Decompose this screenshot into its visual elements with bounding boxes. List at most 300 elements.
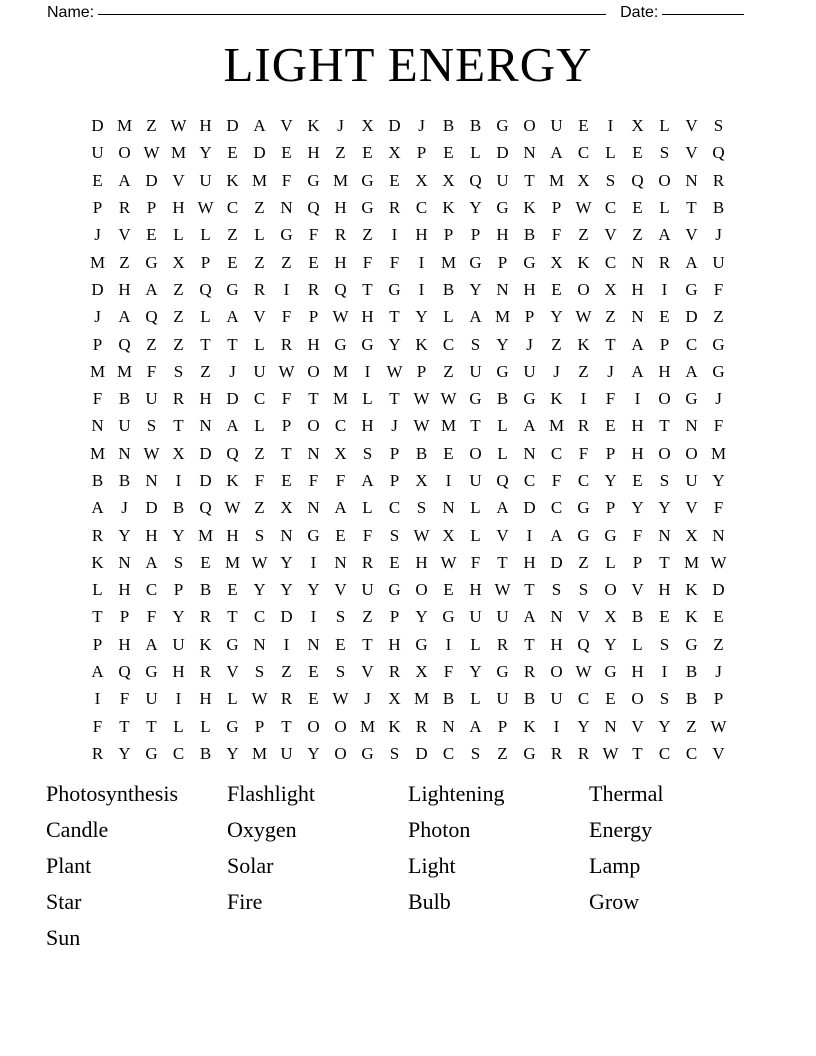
grid-letter[interactable]: H (199, 689, 212, 709)
grid-letter[interactable]: V (334, 580, 347, 600)
grid-letter[interactable]: V (631, 580, 644, 600)
grid-letter[interactable]: W (575, 662, 592, 682)
grid-letter[interactable]: N (685, 416, 698, 436)
grid-letter[interactable]: H (631, 279, 644, 299)
grid-letter[interactable]: V (496, 525, 509, 545)
grid-letter[interactable]: W (332, 689, 349, 709)
grid-letter[interactable]: A (253, 116, 266, 136)
grid-letter[interactable]: F (308, 471, 319, 490)
grid-letter[interactable]: Z (281, 662, 292, 682)
grid-letter[interactable]: P (119, 607, 130, 627)
grid-letter[interactable]: N (658, 525, 671, 545)
grid-letter[interactable]: H (631, 443, 644, 463)
grid-letter[interactable]: U (199, 170, 212, 190)
grid-letter[interactable]: K (415, 334, 428, 354)
grid-letter[interactable]: H (415, 552, 428, 572)
grid-letter[interactable]: H (145, 525, 158, 545)
grid-letter[interactable]: E (146, 225, 157, 245)
grid-letter[interactable]: D (523, 498, 536, 518)
word-list-item[interactable]: Photon (408, 817, 471, 842)
grid-letter[interactable]: F (578, 443, 589, 463)
word-list-item[interactable]: Candle (46, 817, 109, 842)
grid-letter[interactable]: P (200, 252, 211, 272)
grid-letter[interactable]: N (118, 443, 131, 463)
grid-letter[interactable]: D (415, 743, 428, 763)
grid-letter[interactable]: E (92, 170, 103, 190)
grid-letter[interactable]: H (172, 198, 185, 218)
grid-letter[interactable]: A (91, 662, 104, 682)
grid-letter[interactable]: X (172, 443, 185, 463)
grid-letter[interactable]: Z (578, 552, 589, 572)
grid-letter[interactable]: W (413, 389, 430, 409)
grid-letter[interactable]: F (146, 361, 157, 381)
grid-letter[interactable]: N (523, 143, 536, 163)
grid-letter[interactable]: W (440, 552, 457, 572)
grid-letter[interactable]: L (200, 307, 211, 327)
grid-letter[interactable]: Q (118, 334, 131, 354)
grid-letter[interactable]: D (91, 116, 104, 136)
grid-letter[interactable]: P (92, 334, 103, 354)
grid-letter[interactable]: K (685, 607, 698, 627)
grid-letter[interactable]: W (575, 307, 592, 327)
grid-letter[interactable]: F (389, 252, 400, 272)
grid-letter[interactable]: Y (550, 307, 563, 327)
grid-letter[interactable]: E (389, 552, 400, 572)
grid-letter[interactable]: H (226, 525, 239, 545)
grid-letter[interactable]: X (442, 525, 455, 545)
grid-letter[interactable]: Y (280, 552, 293, 572)
grid-letter[interactable]: N (334, 552, 347, 572)
grid-letter[interactable]: A (145, 279, 158, 299)
grid-letter[interactable]: G (577, 498, 590, 518)
grid-letter[interactable]: S (335, 607, 346, 627)
grid-letter[interactable]: U (253, 361, 266, 381)
grid-letter[interactable]: Y (118, 743, 131, 763)
grid-letter[interactable]: Y (469, 198, 482, 218)
grid-letter[interactable]: A (550, 143, 563, 163)
grid-letter[interactable]: P (416, 143, 427, 163)
grid-letter[interactable]: S (389, 525, 400, 545)
grid-letter[interactable]: G (496, 116, 509, 136)
grid-letter[interactable]: N (604, 716, 617, 736)
grid-letter[interactable]: I (661, 279, 668, 299)
grid-letter[interactable]: K (388, 716, 401, 736)
grid-letter[interactable]: O (550, 662, 563, 682)
grid-letter[interactable]: Z (281, 252, 292, 272)
grid-letter[interactable]: K (91, 552, 104, 572)
grid-letter[interactable]: E (227, 252, 238, 272)
grid-letter[interactable]: D (199, 443, 212, 463)
grid-letter[interactable]: L (605, 143, 616, 163)
grid-letter[interactable]: M (116, 116, 133, 136)
grid-letter[interactable]: O (685, 443, 698, 463)
grid-letter[interactable]: J (364, 689, 371, 709)
grid-letter[interactable]: S (470, 334, 481, 354)
grid-letter[interactable]: S (659, 143, 670, 163)
grid-letter[interactable]: Y (280, 580, 293, 600)
grid-letter[interactable]: T (227, 607, 238, 627)
word-list-item[interactable]: Photosynthesis (46, 781, 179, 806)
grid-letter[interactable]: R (361, 552, 374, 572)
grid-letter[interactable]: R (577, 416, 590, 436)
grid-letter[interactable]: G (334, 334, 347, 354)
grid-letter[interactable]: C (388, 498, 401, 518)
word-list-item[interactable]: Grow (589, 889, 640, 914)
grid-letter[interactable]: X (172, 252, 185, 272)
grid-letter[interactable]: V (226, 662, 239, 682)
grid-letter[interactable]: Z (254, 198, 265, 218)
grid-letter[interactable]: X (361, 116, 374, 136)
grid-letter[interactable]: H (118, 634, 131, 654)
grid-letter[interactable]: I (391, 225, 398, 245)
grid-letter[interactable]: G (361, 334, 374, 354)
grid-letter[interactable]: W (278, 361, 295, 381)
grid-letter[interactable]: M (548, 170, 565, 190)
grid-letter[interactable]: R (388, 198, 401, 218)
grid-letter[interactable]: Z (362, 225, 373, 245)
grid-letter[interactable]: Y (658, 716, 671, 736)
grid-letter[interactable]: N (631, 252, 644, 272)
grid-letter[interactable]: W (251, 552, 268, 572)
grid-letter[interactable]: F (713, 498, 724, 518)
grid-letter[interactable]: S (578, 580, 589, 600)
grid-letter[interactable]: F (551, 471, 562, 490)
grid-letter[interactable]: P (308, 307, 319, 327)
grid-letter[interactable]: G (226, 634, 239, 654)
grid-letter[interactable]: C (253, 607, 266, 627)
grid-letter[interactable]: I (445, 471, 452, 490)
grid-letter[interactable]: Y (415, 607, 428, 627)
grid-letter[interactable]: A (685, 252, 698, 272)
grid-letter[interactable]: S (659, 634, 670, 654)
grid-letter[interactable]: H (361, 307, 374, 327)
grid-letter[interactable]: L (659, 116, 670, 136)
grid-letter[interactable]: P (605, 498, 616, 518)
grid-letter[interactable]: U (91, 143, 104, 163)
grid-letter[interactable]: D (199, 471, 212, 490)
grid-letter[interactable]: Z (146, 334, 157, 354)
grid-letter[interactable]: U (145, 389, 158, 409)
grid-letter[interactable]: I (607, 116, 614, 136)
grid-letter[interactable]: E (713, 607, 724, 627)
grid-letter[interactable]: H (361, 416, 374, 436)
grid-letter[interactable]: S (416, 498, 427, 518)
grid-letter[interactable]: G (469, 389, 482, 409)
grid-letter[interactable]: Z (578, 361, 589, 381)
grid-letter[interactable]: N (442, 498, 455, 518)
grid-letter[interactable]: T (632, 743, 643, 763)
grid-letter[interactable]: Z (578, 225, 589, 245)
grid-letter[interactable]: Z (335, 143, 346, 163)
grid-letter[interactable]: N (496, 279, 509, 299)
grid-letter[interactable]: B (415, 443, 428, 463)
grid-letter[interactable]: Q (145, 307, 158, 327)
grid-letter[interactable]: V (577, 607, 590, 627)
grid-letter[interactable]: H (523, 279, 536, 299)
grid-letter[interactable]: F (443, 662, 454, 682)
grid-letter[interactable]: G (712, 361, 725, 381)
grid-letter[interactable]: B (469, 116, 482, 136)
grid-letter[interactable]: W (440, 389, 457, 409)
grid-letter[interactable]: H (550, 634, 563, 654)
grid-letter[interactable]: G (604, 525, 617, 545)
grid-letter[interactable]: C (604, 198, 617, 218)
grid-letter[interactable]: G (442, 607, 455, 627)
grid-letter[interactable]: T (389, 389, 400, 409)
grid-letter[interactable]: O (334, 743, 347, 763)
grid-letter[interactable]: Z (605, 307, 616, 327)
grid-letter[interactable]: Z (119, 252, 130, 272)
grid-letter[interactable]: N (145, 471, 158, 490)
grid-letter[interactable]: Z (362, 607, 373, 627)
grid-letter[interactable]: R (577, 743, 590, 763)
grid-letter[interactable]: G (226, 716, 239, 736)
grid-letter[interactable]: E (605, 416, 616, 436)
grid-letter[interactable]: F (362, 525, 373, 545)
grid-letter[interactable]: E (281, 143, 292, 163)
grid-letter[interactable]: E (335, 525, 346, 545)
grid-letter[interactable]: O (523, 116, 536, 136)
grid-letter[interactable]: O (118, 143, 131, 163)
grid-letter[interactable]: R (91, 743, 104, 763)
grid-letter[interactable]: G (145, 252, 158, 272)
grid-letter[interactable]: C (442, 743, 455, 763)
grid-letter[interactable]: I (445, 634, 452, 654)
grid-letter[interactable]: X (334, 443, 347, 463)
grid-letter[interactable]: M (332, 361, 349, 381)
grid-letter[interactable]: B (496, 389, 509, 409)
grid-letter[interactable]: L (443, 307, 454, 327)
grid-letter[interactable]: C (172, 743, 185, 763)
grid-letter[interactable]: Q (496, 471, 509, 490)
grid-letter[interactable]: B (712, 198, 725, 218)
grid-letter[interactable]: A (145, 634, 158, 654)
grid-letter[interactable]: W (413, 525, 430, 545)
grid-letter[interactable]: B (442, 116, 455, 136)
grid-letter[interactable]: Y (118, 525, 131, 545)
grid-letter[interactable]: Y (307, 743, 320, 763)
grid-letter[interactable]: Z (713, 307, 724, 327)
grid-letter[interactable]: F (632, 525, 643, 545)
grid-letter[interactable]: T (362, 634, 373, 654)
grid-letter[interactable]: Y (172, 525, 185, 545)
word-list-item[interactable]: Flashlight (227, 781, 316, 806)
word-list-item[interactable]: Thermal (589, 781, 664, 806)
grid-letter[interactable]: Y (199, 143, 212, 163)
grid-letter[interactable]: K (577, 334, 590, 354)
grid-letter[interactable]: N (199, 416, 212, 436)
grid-letter[interactable]: L (173, 225, 184, 245)
word-list-item[interactable]: Oxygen (227, 817, 297, 842)
grid-letter[interactable]: D (280, 607, 293, 627)
grid-letter[interactable]: Y (577, 716, 590, 736)
grid-letter[interactable]: Q (226, 443, 239, 463)
grid-letter[interactable]: E (281, 471, 292, 490)
grid-letter[interactable]: X (604, 607, 617, 627)
grid-letter[interactable]: K (523, 716, 536, 736)
grid-letter[interactable]: C (550, 443, 563, 463)
grid-letter[interactable]: T (92, 607, 103, 627)
grid-letter[interactable]: H (631, 662, 644, 682)
grid-letter[interactable]: B (523, 689, 536, 709)
grid-letter[interactable]: N (307, 634, 320, 654)
grid-letter[interactable]: X (280, 498, 293, 518)
grid-letter[interactable]: J (229, 361, 236, 381)
grid-letter[interactable]: D (712, 580, 725, 600)
grid-letter[interactable]: S (713, 116, 724, 136)
grid-letter[interactable]: D (226, 116, 239, 136)
grid-letter[interactable]: P (389, 443, 400, 463)
grid-letter[interactable]: N (280, 525, 293, 545)
grid-letter[interactable]: M (332, 170, 349, 190)
grid-letter[interactable]: V (685, 143, 698, 163)
grid-letter[interactable]: C (226, 198, 239, 218)
grid-letter[interactable]: H (199, 389, 212, 409)
grid-letter[interactable]: P (470, 225, 481, 245)
grid-letter[interactable]: Z (173, 307, 184, 327)
grid-letter[interactable]: W (143, 443, 160, 463)
grid-letter[interactable]: H (631, 416, 644, 436)
grid-letter[interactable]: J (121, 498, 128, 518)
grid-letter[interactable]: O (307, 416, 320, 436)
grid-letter[interactable]: A (118, 170, 131, 190)
grid-letter[interactable]: Q (199, 279, 212, 299)
grid-letter[interactable]: U (550, 689, 563, 709)
grid-letter[interactable]: J (418, 116, 425, 136)
grid-letter[interactable]: E (308, 252, 319, 272)
grid-letter[interactable]: G (469, 252, 482, 272)
grid-letter[interactable]: U (469, 471, 482, 490)
grid-letter[interactable]: A (91, 498, 104, 518)
grid-letter[interactable]: T (389, 307, 400, 327)
grid-letter[interactable]: F (92, 389, 103, 409)
grid-letter[interactable]: T (227, 334, 238, 354)
grid-letter[interactable]: N (685, 170, 698, 190)
grid-letter[interactable]: B (631, 607, 644, 627)
grid-letter[interactable]: W (386, 361, 403, 381)
grid-letter[interactable]: T (686, 198, 697, 218)
grid-letter[interactable]: J (526, 334, 533, 354)
grid-letter[interactable]: L (470, 689, 481, 709)
grid-letter[interactable]: O (334, 716, 347, 736)
grid-letter[interactable]: G (496, 198, 509, 218)
grid-letter[interactable]: C (577, 689, 590, 709)
grid-letter[interactable]: G (280, 225, 293, 245)
grid-letter[interactable]: G (388, 279, 401, 299)
grid-letter[interactable]: X (388, 143, 401, 163)
grid-letter[interactable]: V (685, 225, 698, 245)
grid-letter[interactable]: F (713, 416, 724, 436)
grid-letter[interactable]: U (496, 689, 509, 709)
grid-letter[interactable]: X (604, 279, 617, 299)
grid-letter[interactable]: V (253, 307, 266, 327)
grid-letter[interactable]: M (89, 252, 106, 272)
grid-letter[interactable]: T (281, 443, 292, 463)
grid-letter[interactable]: E (659, 307, 670, 327)
grid-letter[interactable]: B (442, 689, 455, 709)
grid-letter[interactable]: A (145, 552, 158, 572)
grid-letter[interactable]: L (92, 580, 103, 600)
grid-letter[interactable]: T (308, 389, 319, 409)
grid-letter[interactable]: Z (227, 225, 238, 245)
grid-letter[interactable]: J (94, 307, 101, 327)
grid-letter[interactable]: W (170, 116, 187, 136)
grid-letter[interactable]: W (413, 416, 430, 436)
grid-letter[interactable]: Y (604, 471, 617, 490)
grid-letter[interactable]: P (389, 471, 400, 490)
grid-letter[interactable]: P (632, 552, 643, 572)
grid-letter[interactable]: Z (200, 361, 211, 381)
grid-letter[interactable]: Y (496, 334, 509, 354)
grid-letter[interactable]: G (685, 279, 698, 299)
grid-letter[interactable]: D (226, 389, 239, 409)
grid-letter[interactable]: L (362, 498, 373, 518)
grid-letter[interactable]: R (550, 743, 563, 763)
grid-letter[interactable]: X (685, 525, 698, 545)
grid-letter[interactable]: M (116, 361, 133, 381)
grid-letter[interactable]: L (254, 225, 265, 245)
grid-letter[interactable]: A (226, 416, 239, 436)
grid-letter[interactable]: C (415, 198, 428, 218)
grid-letter[interactable]: U (280, 743, 293, 763)
grid-letter[interactable]: G (685, 634, 698, 654)
grid-letter[interactable]: R (199, 607, 212, 627)
grid-letter[interactable]: M (89, 361, 106, 381)
grid-letter[interactable]: F (92, 716, 103, 736)
grid-letter[interactable]: Z (254, 252, 265, 272)
grid-letter[interactable]: A (361, 471, 374, 490)
grid-letter[interactable]: G (415, 634, 428, 654)
grid-letter[interactable]: B (91, 471, 104, 490)
grid-letter[interactable]: E (632, 198, 643, 218)
grid-letter[interactable]: P (254, 716, 265, 736)
grid-letter[interactable]: D (496, 143, 509, 163)
grid-letter[interactable]: U (523, 361, 536, 381)
grid-letter[interactable]: A (469, 716, 482, 736)
grid-letter[interactable]: A (469, 307, 482, 327)
grid-letter[interactable]: M (494, 307, 511, 327)
grid-letter[interactable]: I (364, 361, 371, 381)
grid-letter[interactable]: Z (173, 279, 184, 299)
grid-letter[interactable]: Q (631, 170, 644, 190)
grid-letter[interactable]: V (172, 170, 185, 190)
grid-letter[interactable]: F (335, 471, 346, 490)
grid-letter[interactable]: V (361, 662, 374, 682)
grid-letter[interactable]: H (307, 143, 320, 163)
grid-letter[interactable]: E (335, 634, 346, 654)
grid-letter[interactable]: R (118, 198, 131, 218)
word-list-item[interactable]: Light (408, 853, 456, 878)
grid-letter[interactable]: F (362, 252, 373, 272)
grid-letter[interactable]: S (173, 361, 184, 381)
grid-letter[interactable]: K (523, 198, 536, 218)
grid-letter[interactable]: X (415, 471, 428, 490)
grid-letter[interactable]: F (713, 279, 724, 299)
grid-letter[interactable]: L (227, 689, 238, 709)
grid-letter[interactable]: S (335, 662, 346, 682)
grid-letter[interactable]: N (712, 525, 725, 545)
grid-letter[interactable]: Q (307, 198, 320, 218)
grid-letter[interactable]: H (307, 334, 320, 354)
grid-letter[interactable]: Y (307, 580, 320, 600)
grid-letter[interactable]: O (658, 443, 671, 463)
grid-letter[interactable]: X (388, 689, 401, 709)
grid-letter[interactable]: B (685, 689, 698, 709)
grid-letter[interactable]: P (713, 689, 724, 709)
grid-letter[interactable]: Z (632, 225, 643, 245)
grid-letter[interactable]: R (199, 662, 212, 682)
grid-letter[interactable]: K (226, 170, 239, 190)
